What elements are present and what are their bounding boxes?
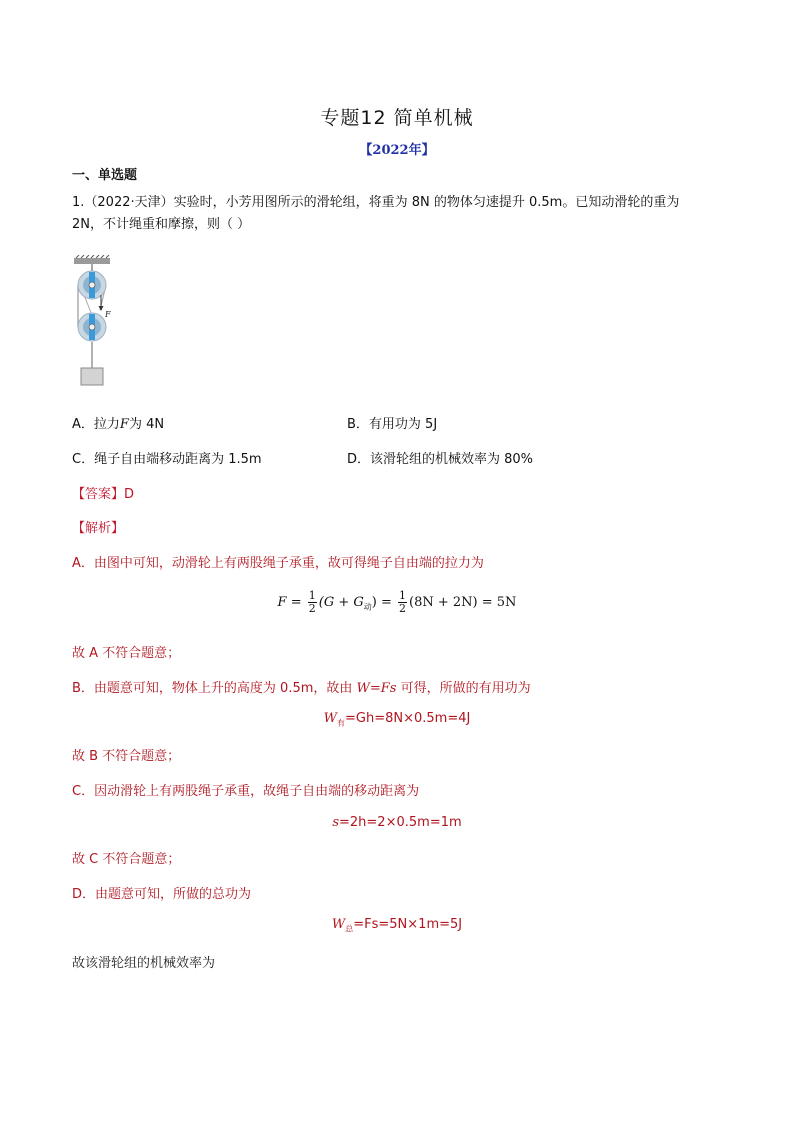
- formula-a-eq1: =: [290, 595, 302, 610]
- formula-c-var: s: [332, 815, 340, 830]
- formula-a-group-1-end: ): [371, 595, 377, 610]
- formula-a-subscript: 动: [363, 602, 372, 612]
- formula-d-rest: =Fs=5N×1m=5J: [353, 917, 463, 932]
- analysis-a-conclusion: 故 A 不符合题意；: [72, 646, 181, 661]
- formula-d-subscript: 总: [345, 924, 354, 934]
- formula-b-subscript: 有: [337, 718, 346, 728]
- formula-d-w: W: [331, 917, 346, 932]
- formula-b-rest: =Gh=8N×0.5m=4J: [345, 711, 471, 726]
- option-a-variable: F: [119, 417, 129, 432]
- analysis-b-post: 可得，所做的有用功为: [396, 681, 531, 696]
- page-title: 专题12 简单机械: [320, 107, 474, 129]
- analysis-label: 【解析】: [72, 521, 125, 536]
- formula-a: [0, 590, 794, 615]
- analysis-b-text: [72, 677, 531, 696]
- pulley-system-figure: [70, 255, 130, 390]
- formula-a-eq2: =: [380, 595, 392, 610]
- formula-a-fraction-2: $\frac{1}{2}$: [399, 589, 407, 615]
- force-arrow: [99, 306, 104, 311]
- formula-d: [0, 917, 794, 935]
- answer-value: D: [124, 487, 135, 502]
- section-heading: 一、单选题: [72, 168, 138, 183]
- formula-a-lhs: F: [277, 595, 287, 610]
- formula-a-fraction-1: $\frac{1}{2}$: [308, 589, 316, 615]
- ceiling-bar: [74, 258, 110, 264]
- question-line-1: 1.（2022·天津）实验时，小芳用图所示的滑轮组，将重为 8N 的物体匀速提升 0.5m。已知动滑轮的重为: [72, 195, 680, 210]
- analysis-d-conclusion: 故该滑轮组的机械效率为: [72, 956, 216, 971]
- force-label: F: [105, 310, 111, 319]
- ceiling-hatch: [76, 255, 109, 258]
- option-c[interactable]: C．绳子自由端移动距离为 1.5m: [72, 452, 262, 467]
- analysis-a-text: A．由图中可知，动滑轮上有两股绳子承重，故可得绳子自由端的拉力为: [72, 556, 484, 571]
- answer-label: 【答案】: [72, 487, 125, 502]
- analysis-d-text: D．由题意可知，所做的总功为: [72, 887, 252, 902]
- option-d[interactable]: D．该滑轮组的机械效率为 80%: [347, 452, 534, 467]
- formula-a-result: = 5N: [481, 595, 517, 610]
- formula-b: [0, 711, 794, 729]
- year-tag: 【2022年】: [359, 143, 435, 158]
- analysis-b-conclusion: 故 B 不符合题意；: [72, 749, 181, 764]
- option-a-prefix: A．拉力: [72, 417, 120, 432]
- analysis-b-variable: W=Fs: [356, 681, 397, 696]
- analysis-c-text: C．因动滑轮上有两股绳子承重，故绳子自由端的移动距离为: [72, 784, 420, 799]
- option-a-suffix: 为 4N: [128, 417, 165, 432]
- option-b[interactable]: B．有用功为 5J: [347, 417, 438, 432]
- formula-a-group-1: (G + G: [318, 595, 364, 610]
- formula-a-group-2: (8N + 2N): [409, 595, 478, 610]
- formula-b-w: W: [323, 711, 338, 726]
- question-line-2: 2N，不计绳重和摩擦，则（ ）: [72, 217, 251, 232]
- weight-block: [81, 368, 103, 385]
- formula-c-rest: =2h=2×0.5m=1m: [339, 815, 462, 830]
- analysis-c-conclusion: 故 C 不符合题意；: [72, 852, 181, 867]
- analysis-b-pre: B．由题意可知，物体上升的高度为 0.5m，故由: [72, 681, 357, 696]
- option-a[interactable]: [72, 413, 164, 432]
- formula-c: [0, 815, 794, 830]
- answer-row: [72, 483, 134, 502]
